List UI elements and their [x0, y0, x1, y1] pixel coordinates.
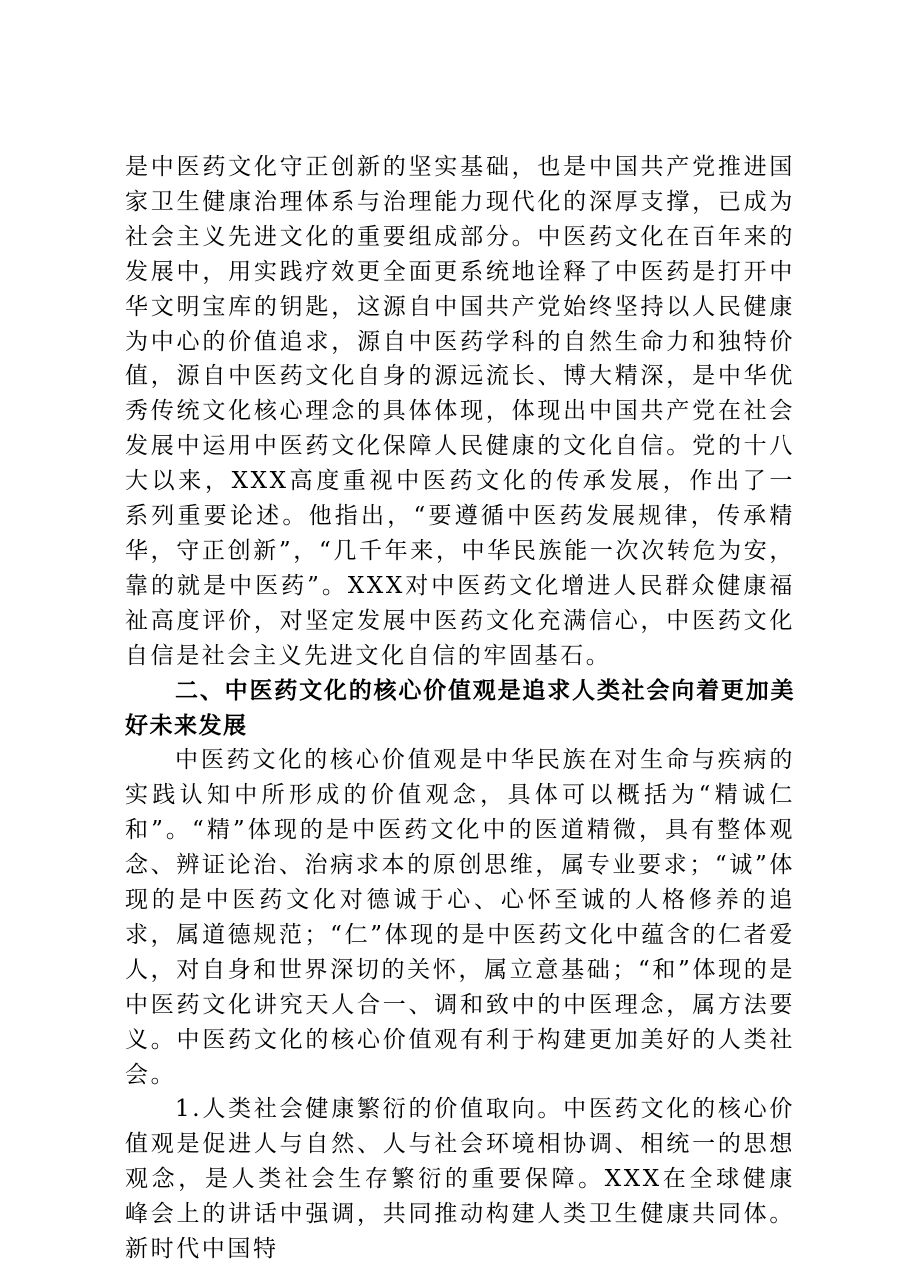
paragraph-continuation: 是中医药文化守正创新的坚实基础，也是中国共产党推进国家卫生健康治理体系与治理能力现代化的深厚支撑，已成为社会主义先进文化的重要组成部分。中医药文化在百年来的发展中，用实践疗效更全面更系统地诠释了中医药是打开中华文明宝库的钥匙，这源自中国共产党始终坚持以人民健康为中心的价值追求，源自中医药学科的自然生命力和独特价值，源自中医药文化自身的源远流长、博大精深，是中华优秀传统文化核心理念的具体体现，体现出中国共产党在社会发展中运用中医药文化保障人民健康的文化自信。党的十八大以来，XXX高度重视中医药文化的传承发展，作出了一系列重要论述。他指出，“要遵循中医药发展规律，传承精华，守正创新”，“几千年来，中华民族能一次次转危为安，靠的就是中医药”。XXX对中医药文化增进人民群众健康福祉高度评价，对坚定发展中医药文化充满信心，中医药文化自信是社会主义先进文化自信的牢固基石。: [125, 154, 795, 669]
paragraph-point-one: 1.人类社会健康繁衍的价值取向。中医药文化的核心价值观是促进人与自然、人与社会环境相协调、相统一的思想观念，是人类社会生存繁衍的重要保障。XXX在全球健康峰会上的讲话中强调，共同推动构建人类卫生健康共同体。新时代中国特: [125, 1096, 795, 1263]
section-heading: 二、中医药文化的核心价值观是追求人类社会向着更加美好未来发展: [125, 677, 795, 739]
paragraph-core-values: 中医药文化的核心价值观是中华民族在对生命与疾病的实践认知中所形成的价值观念，具体可以概括为“精诚仁和”。“精”体现的是中医药文化中的医道精微，具有整体观念、辨证论治、治病求本的原创思维，属专业要求；“诚”体现的是中医药文化对德诚于心、心怀至诚的人格修养的追求，属道德规范；“仁”体现的是中医药文化中蕴含的仁者爱人，对自身和世界深切的关怀，属立意基础；“和”体现的是中医药文化讲究天人合一、调和致中的中医理念，属方法要义。中医药文化的核心价值观有利于构建更加美好的人类社会。: [125, 747, 795, 1088]
document-page: [125, 150, 795, 1267]
